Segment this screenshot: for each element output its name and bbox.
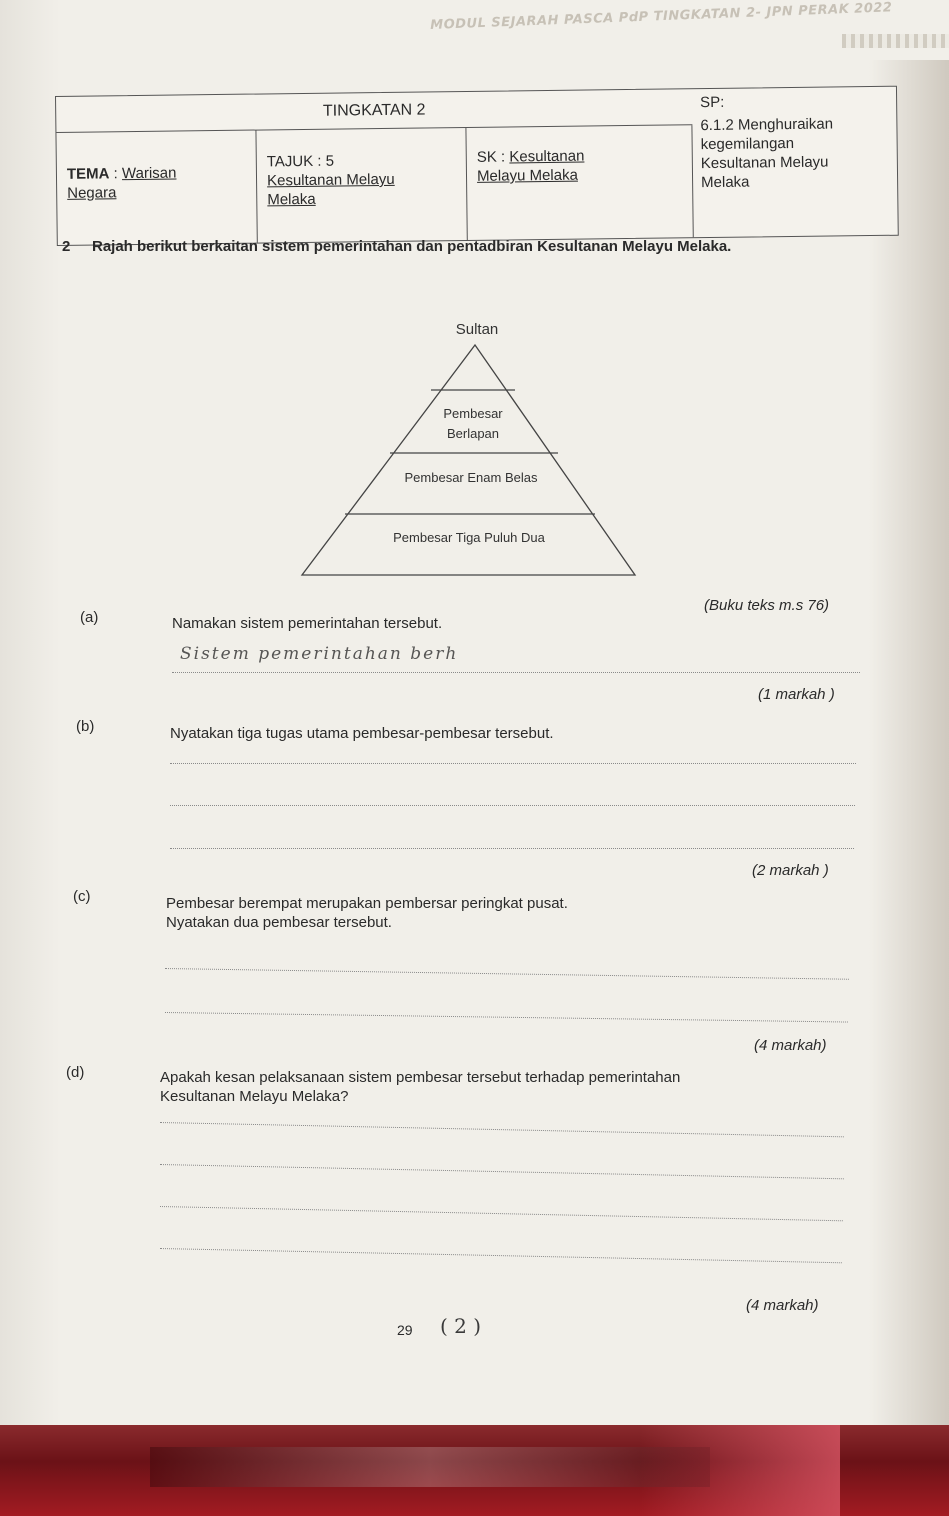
sp-line-3: Kesultanan Melayu: [700, 153, 829, 173]
answer-line[interactable]: [160, 1164, 844, 1179]
sk-label: SK :: [476, 148, 506, 166]
tier2-label: Pembesar Enam Belas: [404, 470, 538, 485]
question-intro: [62, 238, 731, 255]
sp-line-1: 6.1.2 Menghuraikan: [700, 115, 834, 135]
part-c-question-line1: Pembesar berempat merupakan pembersar peringkat pusat.: [166, 895, 568, 912]
tajuk-value-1: Kesultanan Melayu: [266, 170, 395, 190]
part-d-marks: (4 markah): [746, 1297, 819, 1314]
answer-line[interactable]: [160, 1206, 843, 1221]
answer-line[interactable]: [172, 672, 860, 673]
tajuk-cell: [256, 128, 467, 243]
corner-pattern: [842, 34, 949, 48]
module-header: MODUL SEJARAH PASCA PdP TINGKATAN 2- JPN PERAK 2022: [430, 0, 893, 33]
sp-label: SP:: [700, 93, 725, 112]
answer-line[interactable]: [170, 805, 855, 806]
tajuk-value-2: Melaka: [267, 190, 316, 209]
pyramid-diagram: [300, 310, 640, 585]
tema-value-1: Warisan: [121, 164, 177, 183]
page-shadow-left: [0, 0, 60, 1516]
background-surface: [0, 1425, 949, 1516]
part-b-question: Nyatakan tiga tugas utama pembesar-pembesar tersebut.: [170, 725, 554, 742]
part-c-question-line2: Nyatakan dua pembesar tersebut.: [166, 914, 392, 931]
textbook-reference: (Buku teks m.s 76): [704, 597, 830, 614]
part-a-marks: (1 markah ): [758, 686, 835, 703]
part-d-question-line2: Kesultanan Melayu Melaka?: [160, 1088, 349, 1105]
tema-label: TEMA: [66, 165, 110, 183]
tier1-label-line2: Berlapan: [446, 426, 500, 441]
sp-line-4: Melaka: [701, 173, 750, 192]
sk-value-1: Kesultanan: [509, 147, 585, 166]
part-d-label: (d): [66, 1064, 85, 1081]
tier3-label: Pembesar Tiga Puluh Dua: [393, 530, 545, 545]
answer-line[interactable]: [165, 968, 849, 980]
surface-pink-area: [640, 1425, 840, 1516]
tema-cell: TEMA : Warisan Negara: [56, 131, 257, 245]
tingkatan-header: TINGKATAN 2: [56, 89, 692, 133]
pyramid-apex-label: Sultan: [455, 321, 499, 338]
answer-line[interactable]: [160, 1122, 844, 1137]
answer-line[interactable]: [170, 848, 854, 849]
page-edge-right: [869, 60, 949, 1440]
part-c-label: (c): [73, 888, 91, 905]
part-a-label: (a): [80, 609, 99, 626]
page-number: 29: [397, 1322, 413, 1338]
sk-cell: [466, 125, 693, 240]
part-c-marks: (4 markah): [754, 1037, 827, 1054]
part-a-handwritten-answer: Sistem pemerintahan berh: [180, 644, 459, 664]
surface-highlight: [150, 1447, 710, 1487]
handwritten-page-note: ( 2 ): [440, 1314, 482, 1338]
part-b-marks: (2 markah ): [752, 862, 829, 879]
info-table: [55, 86, 899, 246]
question-number: 2: [62, 238, 71, 255]
part-a-question: Namakan sistem pemerintahan tersebut.: [172, 615, 443, 632]
tema-value-2: Negara: [67, 184, 117, 202]
part-b-label: (b): [76, 718, 95, 735]
answer-line[interactable]: [170, 763, 856, 764]
part-d-question-line1: Apakah kesan pelaksanaan sistem pembesar tersebut terhadap pemerintahan: [160, 1069, 681, 1086]
answer-line[interactable]: [160, 1248, 842, 1263]
sp-line-2: kegemilangan: [700, 134, 795, 154]
question-intro-text: Rajah berikut berkaitan sistem pemerintahan dan pentadbiran Kesultanan Melayu Melaka.: [92, 238, 732, 255]
answer-line[interactable]: [165, 1012, 848, 1023]
sp-cell: [692, 87, 898, 237]
sk-value-2: Melayu Melaka: [476, 166, 579, 185]
tajuk-label: TAJUK : 5: [266, 152, 335, 171]
tier1-label-line1: Pembesar: [443, 406, 503, 421]
